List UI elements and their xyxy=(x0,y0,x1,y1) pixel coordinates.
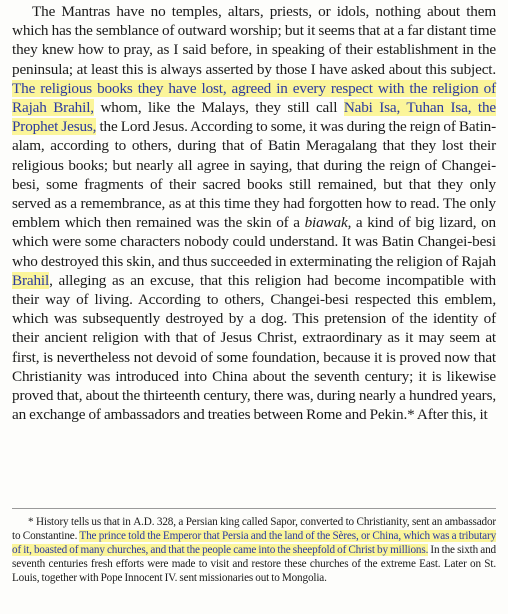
footnote-text: History tells us that in xyxy=(35,516,134,528)
highlight-footnote-persia[interactable]: The prince told the Emperor that Persia and the land of the Sères, or China, which was a tributary of it, boasted of many churches, and that the people came into the sheepfold of Christ by millions. xyxy=(12,529,497,556)
footnote-text: 328, a Persian king called Sapor, converted to Christianity, sent an ambassador to Constantine. xyxy=(12,516,497,542)
highlight-nabi-isa[interactable]: Nabi Isa, Tuhan Isa, the Prophet Jesus, xyxy=(12,99,497,136)
footnote-era: A.D. xyxy=(133,516,155,528)
footnote-text: In the sixth and seventh centuries fresh efforts were made to visit and restore these churches of the extreme East. Later on St. Louis, together with Pope Innocent IV. sent missionaries out to Mongolia. xyxy=(12,543,496,584)
text-segment: The Mantras have no temples, altars, priests, or idols, nothing about them which has the semblance of outward worship; but it seems that at a far distant time they knew how to pray, as I said before, in speaking of their establishment in the peninsula; at least this is always asserted by those I have asked about this subject. xyxy=(12,3,496,78)
footnote xyxy=(12,516,496,586)
footnote-mark: * xyxy=(28,516,36,528)
main-paragraph xyxy=(12,2,496,424)
highlight-religious-books[interactable]: The religious books they have lost, agreed in every respect with the religion of Rajah Brahil, xyxy=(12,79,496,117)
text-segment: , alleging as an excuse, that this religion had become incompatible with their way of living. According to others, Changei-besi respected this emblem, which was subsequently destroyed by a dog. This pretension of the identity of their ancient religion with that of Jesus Christ, extraordinary as it may seem at first, is nevertheless not devoid of some foundation, because it is proved now that Christianity was introduced into China about the seventh century; it is likewise proved that, about the thirteenth century, there was, during nearly a hundred years, an exchange of ambassadors and treaties between Rome and Pekin. xyxy=(12,271,496,424)
footnote-reference[interactable]: * xyxy=(407,406,415,424)
footnote-divider xyxy=(12,508,496,509)
highlight-brahil[interactable]: Brahil xyxy=(12,271,50,289)
text-segment: , a kind of big lizard, on which were some characters nobody could understand. It was Batin Changei-besi who destroyed this skin, and thus succeeded in exterminating the religion of Rajah xyxy=(12,214,496,270)
text-segment: the Lord Jesus. According to some, it was during the reign of Batin-alam, according to others, during that of Batin Meragalang that they lost their religious books; but nearly all agree in saying, that during the reign of Changei-besi, some fragments of their sacred books still remained, but that they only served as a remembrance, as at this time they had forgotten how to read. The only emblem which then remained was the skin of a xyxy=(12,118,496,232)
italic-term-biawak: biawak xyxy=(304,214,348,232)
text-segment: After this, it xyxy=(414,406,488,424)
text-segment: whom, like the Malays, they still call xyxy=(93,99,344,117)
